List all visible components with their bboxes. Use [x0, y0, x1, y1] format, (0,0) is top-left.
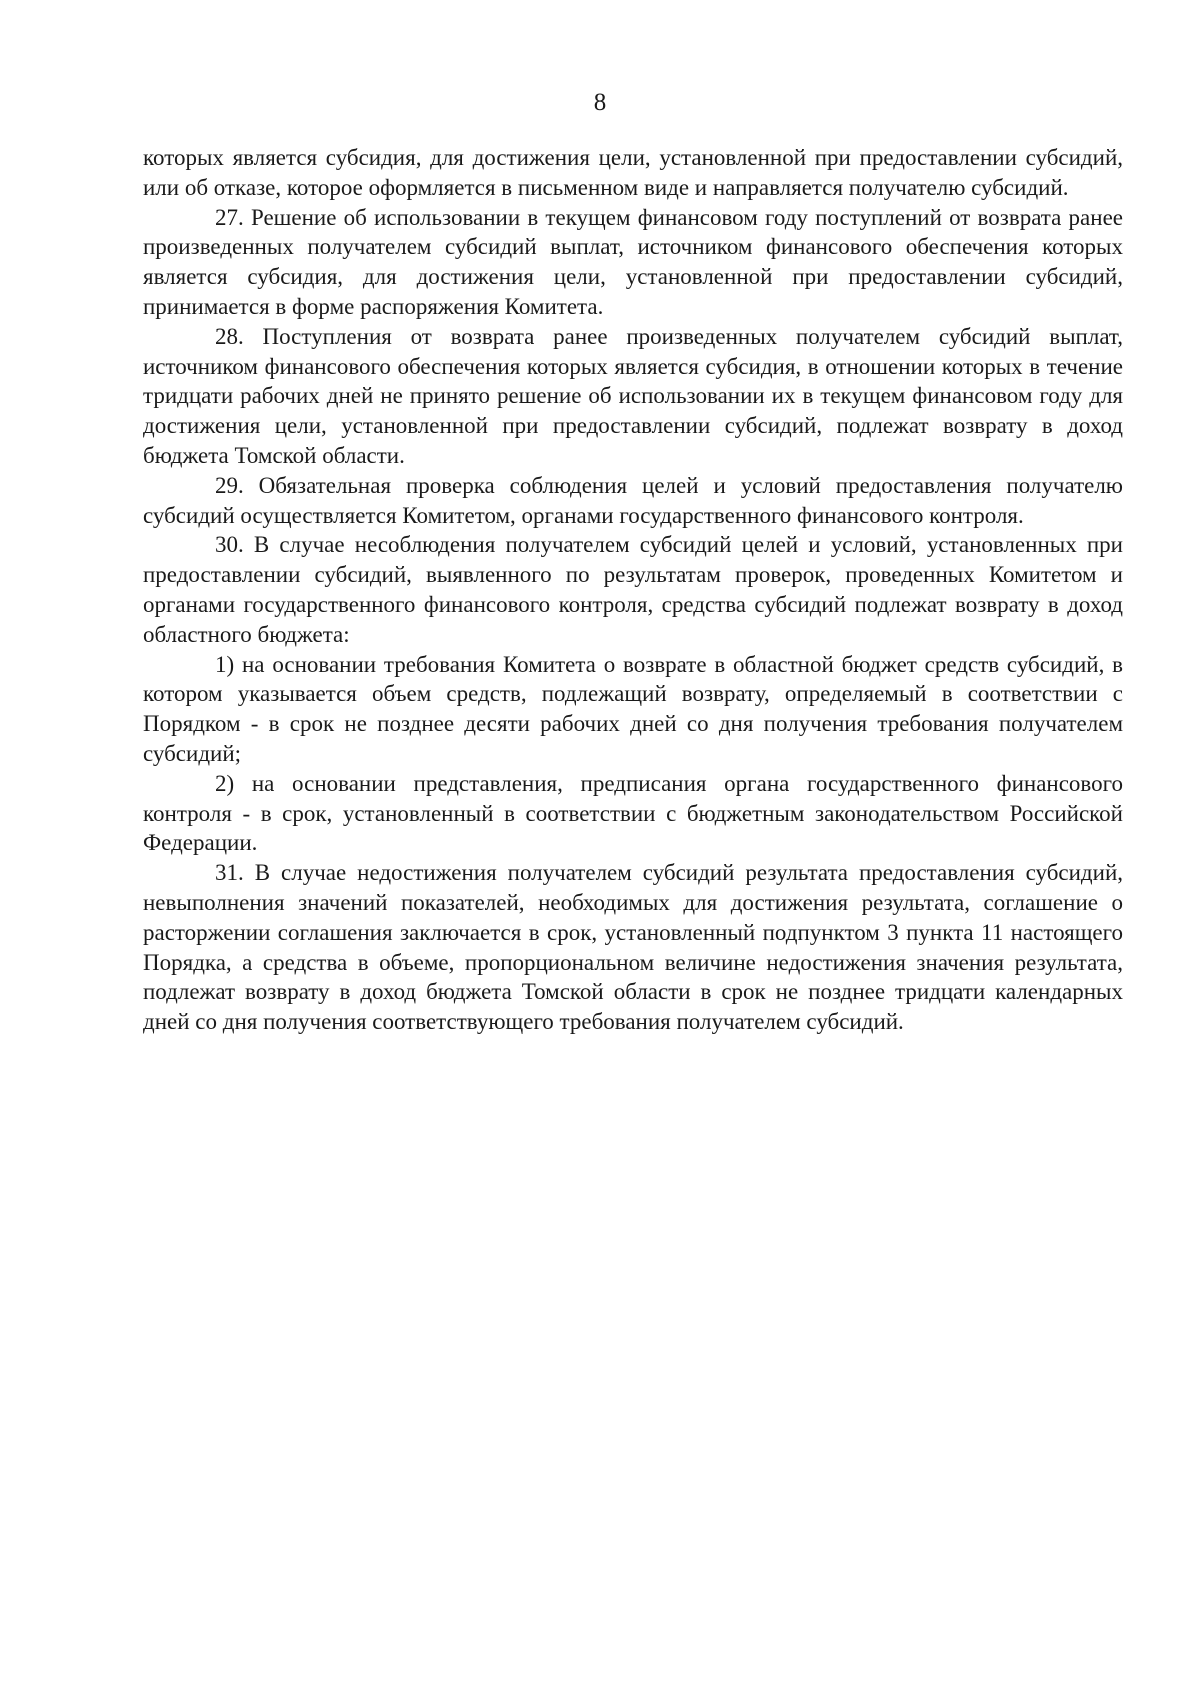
- paragraph-30-item-1: 1) на основании требования Комитета о возврате в областной бюджет средств субсидий, в котором указывается объем средств, подлежащий возврату, определяемый в соответствии с Порядком - в срок не позднее десяти рабочих дней со дня получения требования получателем субсидий;: [143, 651, 1123, 766]
- paragraph-29: 29. Обязательная проверка соблюдения целей и условий предоставления получателю субсидий осуществляется Комитетом, органами государственного финансового контроля.: [143, 472, 1123, 528]
- paragraph-continuation: которых является субсидия, для достижения цели, установленной при предоставлении субсидий, или об отказе, которое оформляется в письменном виде и направляется получателю субсидий.: [143, 145, 1123, 200]
- paragraph-30: 30. В случае несоблюдения получателем субсидий целей и условий, установленных при предоставлении субсидий, выявленного по результатам проверок, проведенных Комитетом и органами государственного финансового контроля, средства субсидий подлежат возврату в доход областного бюджета:: [143, 532, 1123, 647]
- document-body: [143, 143, 1123, 1037]
- page-number: 8: [593, 89, 607, 116]
- paragraph-28: 28. Поступления от возврата ранее произведенных получателем субсидий выплат, источником финансового обеспечения которых является субсидия, в отношении которых в течение тридцати рабочих дней не принято решение об использовании их в текущем финансовом году для достижения цели, установленной при предоставлении субсидий, подлежат возврату в доход бюджета Томской области.: [143, 323, 1123, 468]
- paragraph-31: 31. В случае недостижения получателем субсидий результата предоставления субсидий, невыполнения значений показателей, необходимых для достижения результата, соглашение о расторжении соглашения заключается в срок, установленный подпунктом 3 пункта 11 настоящего Порядка, а средства в объеме, пропорциональном величине недостижения значения результата, подлежат возврату в доход бюджета Томской области в срок не позднее тридцати календарных дней со дня получения соответствующего требования получателем субсидий.: [143, 860, 1123, 1035]
- paragraph-30-item-2: 2) на основании представления, предписания органа государственного финансового контроля - в срок, установленный в соответствии с бюджетным законодательством Российской Федерации.: [143, 770, 1123, 856]
- paragraph-27: 27. Решение об использовании в текущем финансовом году поступлений от возврата ранее произведенных получателем субсидий выплат, источником финансового обеспечения которых является субсидия, для достижения цели, установленной при предоставлении субсидий, принимается в форме распоряжения Комитета.: [143, 204, 1123, 319]
